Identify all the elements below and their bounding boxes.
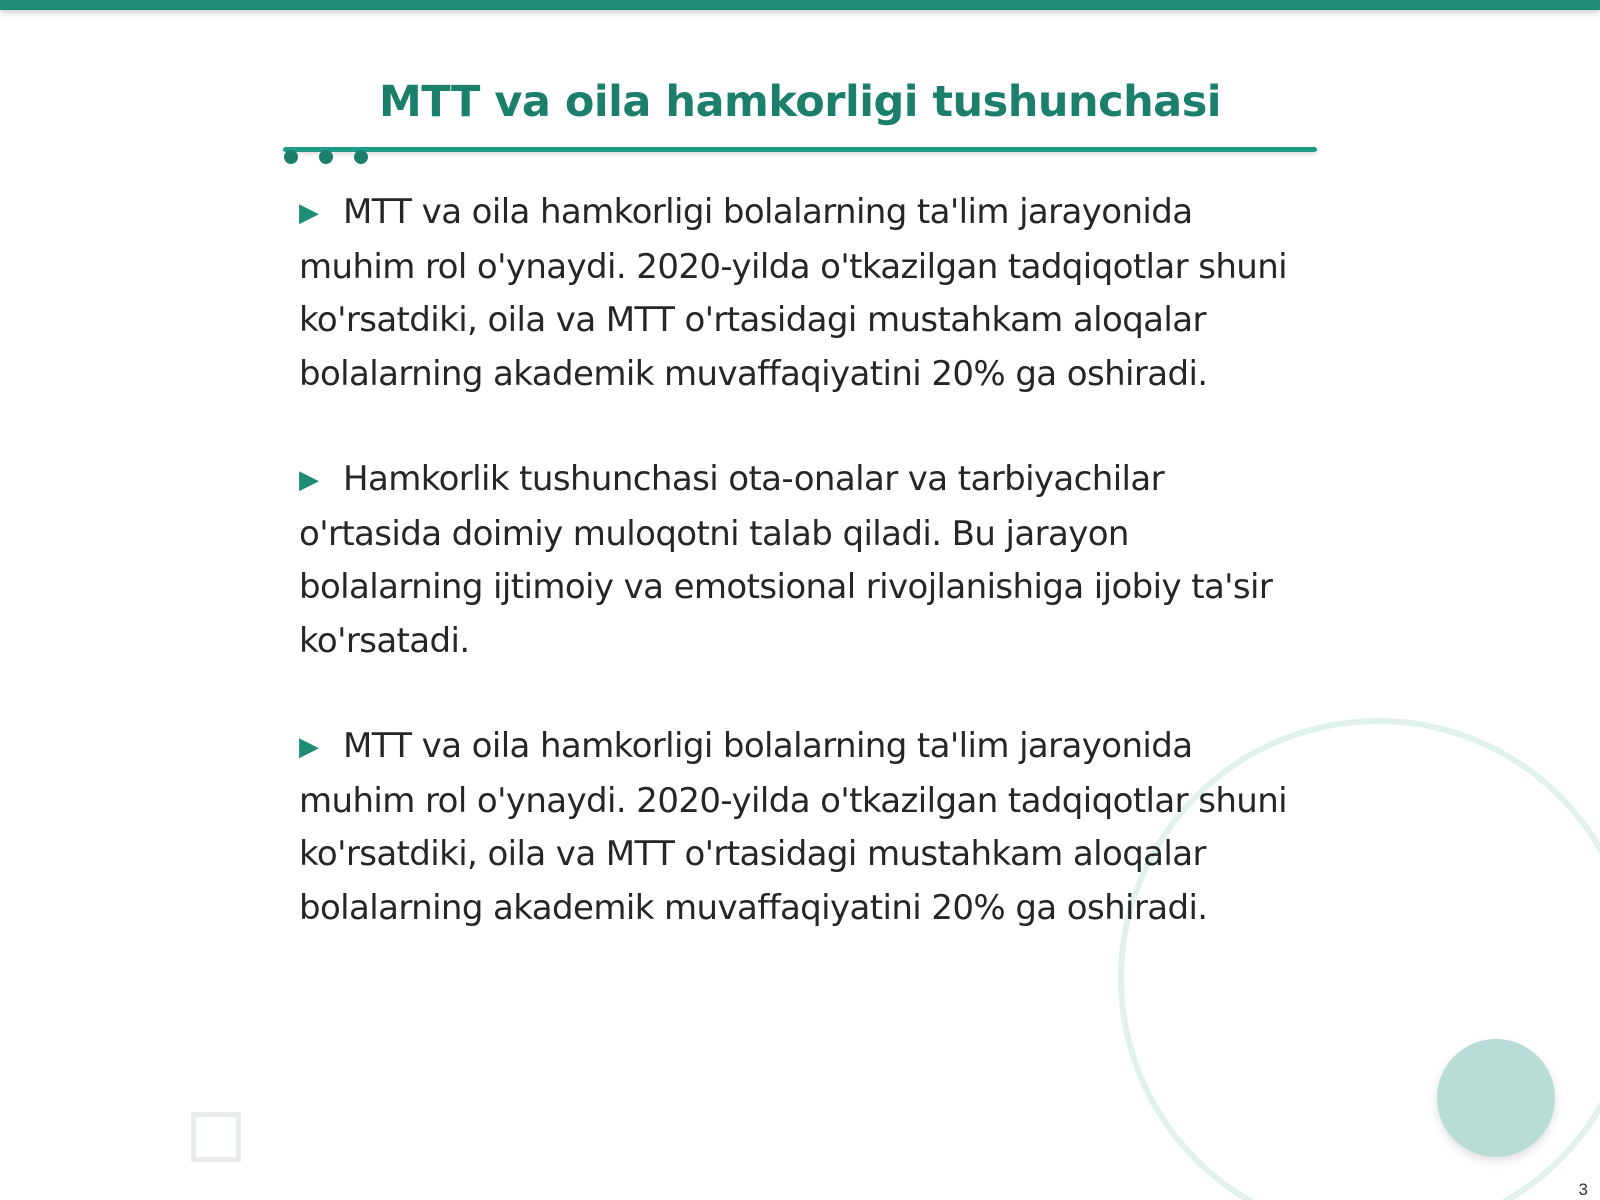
title-dot [284,150,298,164]
bullet-paragraph [299,453,1289,668]
slide-body [299,186,1289,987]
title-dot [319,150,333,164]
bullet-paragraph [299,720,1289,935]
title-dot [354,150,368,164]
triangle-right-icon: ▶ [299,732,319,762]
bullet-paragraph [299,186,1289,401]
triangle-right-icon: ▶ [299,465,319,495]
slide-title: MTT va oila hamkorligi tushunchasi [378,77,1222,127]
decorative-square [191,1112,241,1162]
decorative-circle [1437,1039,1555,1157]
page-number: 3 [1578,1180,1588,1199]
title-underline [283,147,1317,152]
triangle-right-icon: ▶ [299,198,319,228]
paragraph-text: MTT va oila hamkorligi bolalarning ta'lim jarayonida muhim rol o'ynaydi. 2020-yilda o'tkazilgan tadqiqotlar shuni ko'rsatdiki, oila va MTT o'rtasidagi mustahkam aloqalar bolalarning akademik muvaffaqiyatini 20% ga oshiradi. [299,192,1288,394]
top-accent-bar [0,0,1600,10]
paragraph-text: Hamkorlik tushunchasi ota-onalar va tarbiyachilar o'rtasida doimiy muloqotni talab qiladi. Bu jarayon bolalarning ijtimoiy va emotsional rivojlanishiga ijobiy ta'sir ko'rsatadi. [299,459,1273,661]
paragraph-text: MTT va oila hamkorligi bolalarning ta'lim jarayonida muhim rol o'ynaydi. 2020-yilda o'tkazilgan tadqiqotlar shuni ko'rsatdiki, oila va MTT o'rtasidagi mustahkam aloqalar bolalarning akademik muvaffaqiyatini 20% ga oshiradi. [299,726,1288,928]
